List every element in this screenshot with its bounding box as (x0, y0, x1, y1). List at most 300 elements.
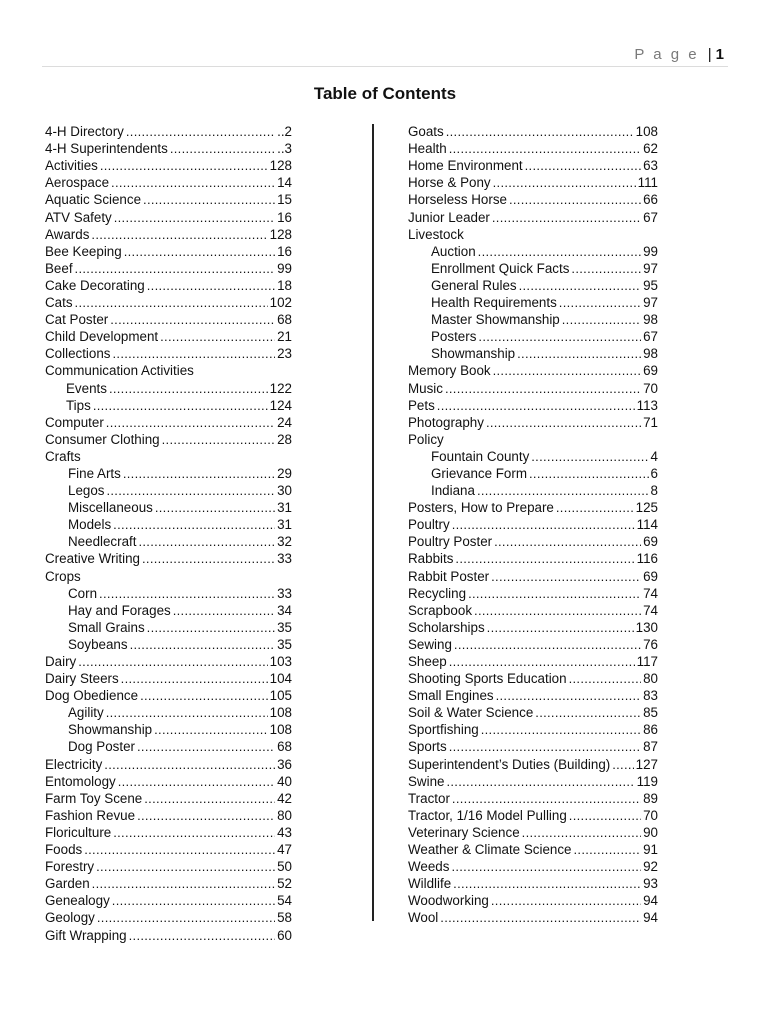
toc-entry-label: Floriculture (45, 824, 112, 840)
toc-entry-page: 8 (650, 483, 658, 499)
toc-leader-dots (571, 260, 641, 277)
toc-entry-label: Dog Obedience (45, 688, 139, 704)
toc-entry-label: ATV Safety (45, 209, 112, 225)
toc-leader-dots (97, 909, 275, 926)
toc-leader-dots (130, 636, 276, 653)
toc-entry-page: 93 (643, 876, 658, 892)
toc-entry-label: Consumer Clothing (45, 431, 160, 447)
toc-entry-label: Photography (408, 414, 484, 430)
toc-entry-label: Horse & Pony (408, 175, 491, 191)
toc-entry-collections (45, 345, 292, 362)
toc-entry-label: Aquatic Science (45, 192, 142, 208)
toc-entry-label: Computer (45, 414, 104, 430)
toc-leader-dots (114, 209, 275, 226)
toc-entry-computer (45, 414, 292, 431)
toc-entry-label: General Rules (431, 277, 517, 293)
toc-entry-page: 66 (643, 192, 658, 208)
toc-entry-label: 4-H Directory (45, 124, 124, 140)
toc-entry-woodworking (408, 892, 658, 909)
toc-leader-dots (147, 277, 275, 294)
toc-entry-cake-decorating (45, 277, 292, 294)
toc-leader-dots (100, 157, 268, 174)
toc-entry-page: 97 (643, 260, 658, 276)
toc-entry-child-development (45, 328, 292, 345)
toc-leader-dots (446, 773, 634, 790)
toc-entry-page: 103 (269, 654, 292, 669)
toc-entry-health (408, 140, 658, 157)
toc-leader-dots (493, 174, 636, 191)
toc-entry-geology (45, 909, 292, 926)
toc-entry-label: Creative Writing (45, 551, 141, 567)
toc-leader-dots (155, 499, 275, 516)
toc-entry-page: 54 (277, 893, 292, 909)
toc-entry-label: Farm Toy Scene (45, 790, 143, 806)
toc-entry-activities (45, 157, 292, 174)
toc-entry-page: 117 (636, 654, 658, 669)
toc-entry-fashion-revue (45, 807, 292, 824)
toc-entry-auction (408, 243, 658, 260)
toc-leader-dots (529, 465, 649, 482)
toc-leader-dots (109, 380, 268, 397)
toc-entry-label: Posters (431, 329, 477, 345)
toc-leader-dots (113, 824, 275, 841)
toc-entry-bee-keeping (45, 243, 292, 260)
toc-entry-horse-pony (408, 174, 658, 191)
toc-entry-page: 114 (636, 517, 658, 533)
toc-entry-page: 104 (269, 671, 292, 687)
toc-entry-rabbits (408, 550, 658, 567)
toc-entry-poultry (408, 516, 658, 533)
toc-entry-soil-water-science (408, 704, 658, 721)
toc-entry-label: Cat Poster (45, 312, 109, 328)
toc-leader-dots (478, 243, 641, 260)
toc-entry-page: 128 (269, 226, 292, 242)
toc-entry-page: 32 (277, 534, 292, 550)
toc-entry-photography (408, 414, 658, 431)
toc-entry-label: Scholarships (408, 619, 485, 635)
toc-leader-dots (453, 875, 641, 892)
toc-entry-label: Geology (45, 910, 95, 926)
toc-entry-page: 99 (277, 260, 292, 276)
toc-entry-needlecraft (45, 533, 292, 550)
toc-entry-consumer-clothing (45, 431, 292, 448)
toc-entry-page: ..3 (277, 141, 292, 157)
toc-entry-label: Indiana (431, 483, 475, 499)
toc-leader-dots (477, 482, 649, 499)
toc-leader-dots (487, 619, 634, 636)
toc-entry-label: Forestry (45, 859, 95, 875)
toc-entry-label: Cake Decorating (45, 277, 145, 293)
toc-entry-soybeans (45, 636, 292, 653)
toc-leader-dots (562, 311, 641, 328)
toc-right-column (408, 123, 658, 926)
toc-entry-page: 94 (643, 910, 658, 926)
toc-entry-entomology (45, 773, 292, 790)
toc-entry-page: 67 (643, 209, 658, 225)
toc-entry-weeds (408, 858, 658, 875)
toc-leader-dots (137, 807, 275, 824)
toc-entry-page: 69 (643, 534, 658, 550)
toc-leader-dots (509, 191, 641, 208)
toc-entry-page: 68 (277, 312, 292, 328)
toc-leader-dots (91, 226, 267, 243)
toc-leader-dots (452, 790, 641, 807)
toc-entry-label: Recycling (408, 585, 467, 601)
toc-entry-page: 74 (643, 585, 658, 601)
toc-entry-page: ..2 (277, 124, 292, 140)
toc-entry-corn (45, 585, 292, 602)
toc-leader-dots (569, 670, 642, 687)
toc-entry-page: 90 (643, 824, 658, 840)
toc-entry-label: Agility (68, 705, 104, 721)
toc-entry-page: 70 (643, 380, 658, 396)
toc-entry-label: Crafts (45, 448, 81, 464)
toc-leader-dots (96, 858, 275, 875)
toc-entry-4-h-directory (45, 123, 292, 140)
toc-leader-dots (137, 738, 275, 755)
toc-entry-models (45, 516, 292, 533)
toc-leader-dots (445, 380, 641, 397)
toc-entry-label: Poultry Poster (408, 534, 493, 550)
toc-entry-atv-safety (45, 208, 292, 225)
toc-entry-label: Master Showmanship (431, 312, 560, 328)
toc-entry-label: Soil & Water Science (408, 705, 534, 721)
toc-entry-page: 70 (643, 807, 658, 823)
toc-entry-page: 30 (277, 483, 292, 499)
toc-leader-dots (491, 892, 641, 909)
toc-entry-crafts (45, 448, 292, 465)
header-divider (42, 66, 728, 67)
toc-entry-label: Gift Wrapping (45, 927, 127, 943)
toc-leader-dots (455, 550, 634, 567)
toc-entry-page: 99 (643, 243, 658, 259)
toc-entry-label: Needlecraft (68, 534, 137, 550)
toc-leader-dots (478, 328, 641, 345)
toc-entry-label: Sportfishing (408, 722, 479, 738)
toc-entry-label: Woodworking (408, 893, 489, 909)
toc-entry-label: Small Engines (408, 688, 494, 704)
toc-entry-indiana (408, 482, 658, 499)
toc-entry-pets (408, 397, 658, 414)
toc-leader-dots (451, 858, 641, 875)
toc-entry-label: Fashion Revue (45, 807, 136, 823)
toc-entry-label: Wool (408, 910, 439, 926)
toc-entry-home-environment (408, 157, 658, 174)
toc-entry-page: 108 (269, 722, 292, 738)
toc-entry-page: 74 (643, 602, 658, 618)
toc-leader-dots (481, 721, 641, 738)
toc-leader-dots (468, 585, 641, 602)
toc-entry-label: Livestock (408, 226, 464, 242)
page-label: P a g e (634, 46, 700, 63)
toc-entry-page: 92 (643, 859, 658, 875)
toc-leader-dots (496, 687, 641, 704)
toc-leader-dots (519, 277, 641, 294)
toc-entry-page: 31 (277, 517, 292, 533)
toc-entry-label: Posters, How to Prepare (408, 500, 554, 516)
toc-entry-label: Showmanship (68, 722, 153, 738)
toc-leader-dots (559, 294, 641, 311)
toc-entry-wool (408, 909, 658, 926)
toc-leader-dots (143, 191, 275, 208)
toc-entry-memory-book (408, 362, 658, 379)
toc-entry-communication-activities (45, 362, 292, 379)
toc-entry-showmanship (408, 345, 658, 362)
toc-entry-4-h-superintendents (45, 140, 292, 157)
toc-leader-dots (93, 397, 268, 414)
toc-entry-page: 89 (643, 790, 658, 806)
toc-entry-label: Horseless Horse (408, 192, 507, 208)
toc-leader-dots (138, 533, 275, 550)
toc-leader-dots (493, 362, 641, 379)
toc-leader-dots (124, 243, 275, 260)
toc-entry-enrollment-quick-facts (408, 260, 658, 277)
toc-entry-label: Sports (408, 739, 447, 755)
toc-entry-page: 33 (277, 585, 292, 601)
toc-leader-dots (437, 397, 635, 414)
toc-entry-page: 86 (643, 722, 658, 738)
toc-entry-page: 63 (643, 158, 658, 174)
toc-entry-poultry-poster (408, 533, 658, 550)
toc-entry-label: Health Requirements (431, 295, 557, 311)
toc-entry-label: Soybeans (68, 636, 128, 652)
toc-entry-page: 108 (269, 705, 292, 721)
toc-entry-page: 58 (277, 910, 292, 926)
toc-entry-page: 98 (643, 346, 658, 362)
toc-entry-swine (408, 773, 658, 790)
toc-entry-label: Policy (408, 431, 444, 447)
toc-entry-label: Home Environment (408, 158, 523, 174)
toc-entry-superintendent-s-duties-building (408, 755, 658, 772)
toc-entry-label: Entomology (45, 773, 116, 789)
toc-entry-label: Superintendent’s Duties (Building) (408, 756, 611, 772)
toc-entry-label: Goats (408, 124, 444, 140)
toc-entry-events (45, 379, 292, 396)
toc-leader-dots (612, 756, 633, 773)
toc-leader-dots (569, 807, 641, 824)
toc-entry-label: Miscellaneous (68, 500, 153, 516)
toc-entry-master-showmanship (408, 311, 658, 328)
toc-entry-label: Aerospace (45, 175, 110, 191)
toc-entry-floriculture (45, 824, 292, 841)
toc-entry-label: Enrollment Quick Facts (431, 260, 570, 276)
toc-entry-page: 128 (269, 158, 292, 174)
toc-entry-horseless-horse (408, 191, 658, 208)
toc-leader-dots (492, 209, 641, 226)
toc-leader-dots (140, 687, 268, 704)
toc-entry-dairy-steers (45, 670, 292, 687)
toc-entry-agility (45, 704, 292, 721)
toc-leader-dots (525, 157, 641, 174)
toc-entry-page: 108 (635, 124, 658, 140)
toc-entry-label: Dairy (45, 654, 77, 669)
toc-entry-music (408, 379, 658, 396)
toc-entry-label: Dairy Steers (45, 671, 119, 687)
toc-entry-page: 69 (643, 568, 658, 584)
toc-leader-dots (517, 345, 641, 362)
toc-entry-page: 113 (636, 397, 658, 413)
toc-entry-page: 23 (277, 346, 292, 362)
toc-leader-dots (106, 704, 268, 721)
toc-entry-page: 15 (277, 192, 292, 208)
toc-entry-label: Rabbit Poster (408, 568, 490, 584)
toc-entry-page: 28 (277, 431, 292, 447)
toc-entry-miscellaneous (45, 499, 292, 516)
toc-leader-dots (106, 414, 275, 431)
toc-entry-label: Beef (45, 260, 73, 276)
toc-entry-page: 91 (643, 842, 658, 858)
toc-entry-label: Weeds (408, 859, 450, 875)
toc-entry-wildlife (408, 875, 658, 892)
toc-entry-label: Tips (66, 397, 91, 413)
toc-entry-sports (408, 738, 658, 755)
toc-entry-page: 4 (650, 448, 658, 464)
toc-entry-page: 16 (277, 243, 292, 259)
toc-entry-page: 34 (277, 602, 292, 618)
toc-entry-sportfishing (408, 721, 658, 738)
toc-entry-rabbit-poster (408, 567, 658, 584)
toc-entry-veterinary-science (408, 824, 658, 841)
toc-entry-weather-climate-science (408, 841, 658, 858)
toc-entry-recycling (408, 585, 658, 602)
toc-entry-page: 80 (277, 807, 292, 823)
toc-entry-page: 125 (635, 500, 658, 516)
toc-entry-label: Events (66, 380, 107, 396)
toc-entry-page: 47 (277, 842, 292, 858)
toc-leader-dots (486, 414, 641, 431)
toc-leader-dots (494, 533, 641, 550)
toc-entry-garden (45, 875, 292, 892)
toc-entry-label: Communication Activities (45, 363, 194, 379)
toc-entry-label: Fine Arts (68, 465, 121, 481)
toc-entry-label: 4-H Superintendents (45, 141, 168, 157)
toc-entry-page: 60 (277, 927, 292, 943)
toc-leader-dots (556, 499, 634, 516)
toc-entry-label: Poultry (408, 517, 450, 533)
toc-entry-page: 116 (636, 551, 658, 567)
toc-leader-dots (111, 174, 275, 191)
toc-entry-page: 42 (277, 790, 292, 806)
toc-entry-tractor-1-16-model-pulling (408, 807, 658, 824)
column-divider (372, 124, 374, 921)
toc-entry-label: Veterinary Science (408, 824, 520, 840)
toc-entry-page: 43 (277, 824, 292, 840)
toc-leader-dots (129, 927, 275, 944)
toc-entry-label: Collections (45, 346, 111, 362)
toc-leader-dots (110, 311, 275, 328)
toc-entry-page: 18 (277, 277, 292, 293)
toc-leader-dots (522, 824, 641, 841)
toc-leader-dots (112, 892, 275, 909)
toc-entry-page: 31 (277, 500, 292, 516)
page-number: 1 (715, 46, 724, 63)
toc-entry-cat-poster (45, 311, 292, 328)
toc-entry-junior-leader (408, 208, 658, 225)
toc-entry-page: 122 (269, 380, 292, 396)
toc-leader-dots (142, 550, 275, 567)
toc-leader-dots (160, 328, 275, 345)
toc-entry-page: 14 (277, 175, 292, 191)
toc-entry-page: 52 (277, 876, 292, 892)
toc-entry-genealogy (45, 892, 292, 909)
toc-entry-page: 68 (277, 739, 292, 755)
toc-entry-label: Weather & Climate Science (408, 842, 572, 858)
toc-leader-dots (440, 909, 641, 926)
toc-leader-dots (531, 448, 648, 465)
toc-entry-label: Small Grains (68, 619, 145, 635)
toc-entry-showmanship (45, 721, 292, 738)
toc-entry-page: 97 (643, 295, 658, 311)
toc-entry-label: Health (408, 141, 447, 157)
toc-leader-dots (154, 721, 268, 738)
toc-entry-label: Activities (45, 158, 98, 174)
toc-entry-label: Scrapbook (408, 602, 473, 618)
toc-entry-label: Rabbits (408, 551, 454, 567)
toc-entry-page: 6 (650, 465, 658, 481)
toc-entry-page: 111 (637, 175, 658, 191)
toc-entry-label: Sewing (408, 636, 452, 652)
toc-leader-dots (121, 670, 268, 687)
toc-entry-small-engines (408, 687, 658, 704)
toc-leader-dots (99, 585, 275, 602)
toc-entry-label: Bee Keeping (45, 243, 122, 259)
toc-entry-page: 33 (277, 551, 292, 567)
toc-entry-label: Foods (45, 842, 83, 858)
toc-entry-livestock (408, 226, 658, 243)
toc-entry-sheep (408, 653, 658, 670)
toc-leader-dots (78, 653, 267, 670)
page-separator: | (707, 46, 712, 63)
toc-entry-label: Garden (45, 876, 90, 892)
toc-entry-label: Fountain County (431, 448, 530, 464)
toc-leader-dots (123, 465, 275, 482)
toc-entry-label: Dog Poster (68, 739, 135, 755)
toc-entry-page: 124 (269, 397, 292, 413)
toc-entry-label: Swine (408, 773, 445, 789)
toc-entry-label: Cats (45, 295, 73, 311)
toc-entry-forestry (45, 858, 292, 875)
page-header (634, 46, 724, 63)
toc-leader-dots (454, 636, 641, 653)
toc-entry-page: 24 (277, 414, 292, 430)
toc-entry-fine-arts (45, 465, 292, 482)
toc-leader-dots (535, 704, 641, 721)
toc-entry-policy (408, 431, 658, 448)
toc-entry-legos (45, 482, 292, 499)
toc-entry-label: Awards (45, 226, 90, 242)
toc-entry-label: Hay and Forages (68, 602, 171, 618)
toc-entry-hay-and-forages (45, 602, 292, 619)
toc-leader-dots (92, 875, 275, 892)
toc-leader-dots (75, 294, 268, 311)
toc-entry-dairy (45, 653, 292, 670)
toc-entry-label: Memory Book (408, 363, 491, 379)
toc-entry-page: 40 (277, 773, 292, 789)
toc-entry-label: Shooting Sports Education (408, 671, 567, 687)
toc-entry-label: Genealogy (45, 893, 110, 909)
toc-leader-dots (144, 790, 275, 807)
toc-leader-dots (446, 123, 634, 140)
toc-entry-electricity (45, 755, 292, 772)
toc-entry-label: Tractor (408, 790, 450, 806)
toc-entry-page: 87 (643, 739, 658, 755)
toc-entry-scholarships (408, 619, 658, 636)
toc-entry-creative-writing (45, 550, 292, 567)
toc-entry-label: Music (408, 380, 443, 396)
toc-entry-label: Tractor, 1/16 Model Pulling (408, 807, 567, 823)
toc-entry-page: 95 (643, 277, 658, 293)
toc-leader-dots (449, 653, 635, 670)
